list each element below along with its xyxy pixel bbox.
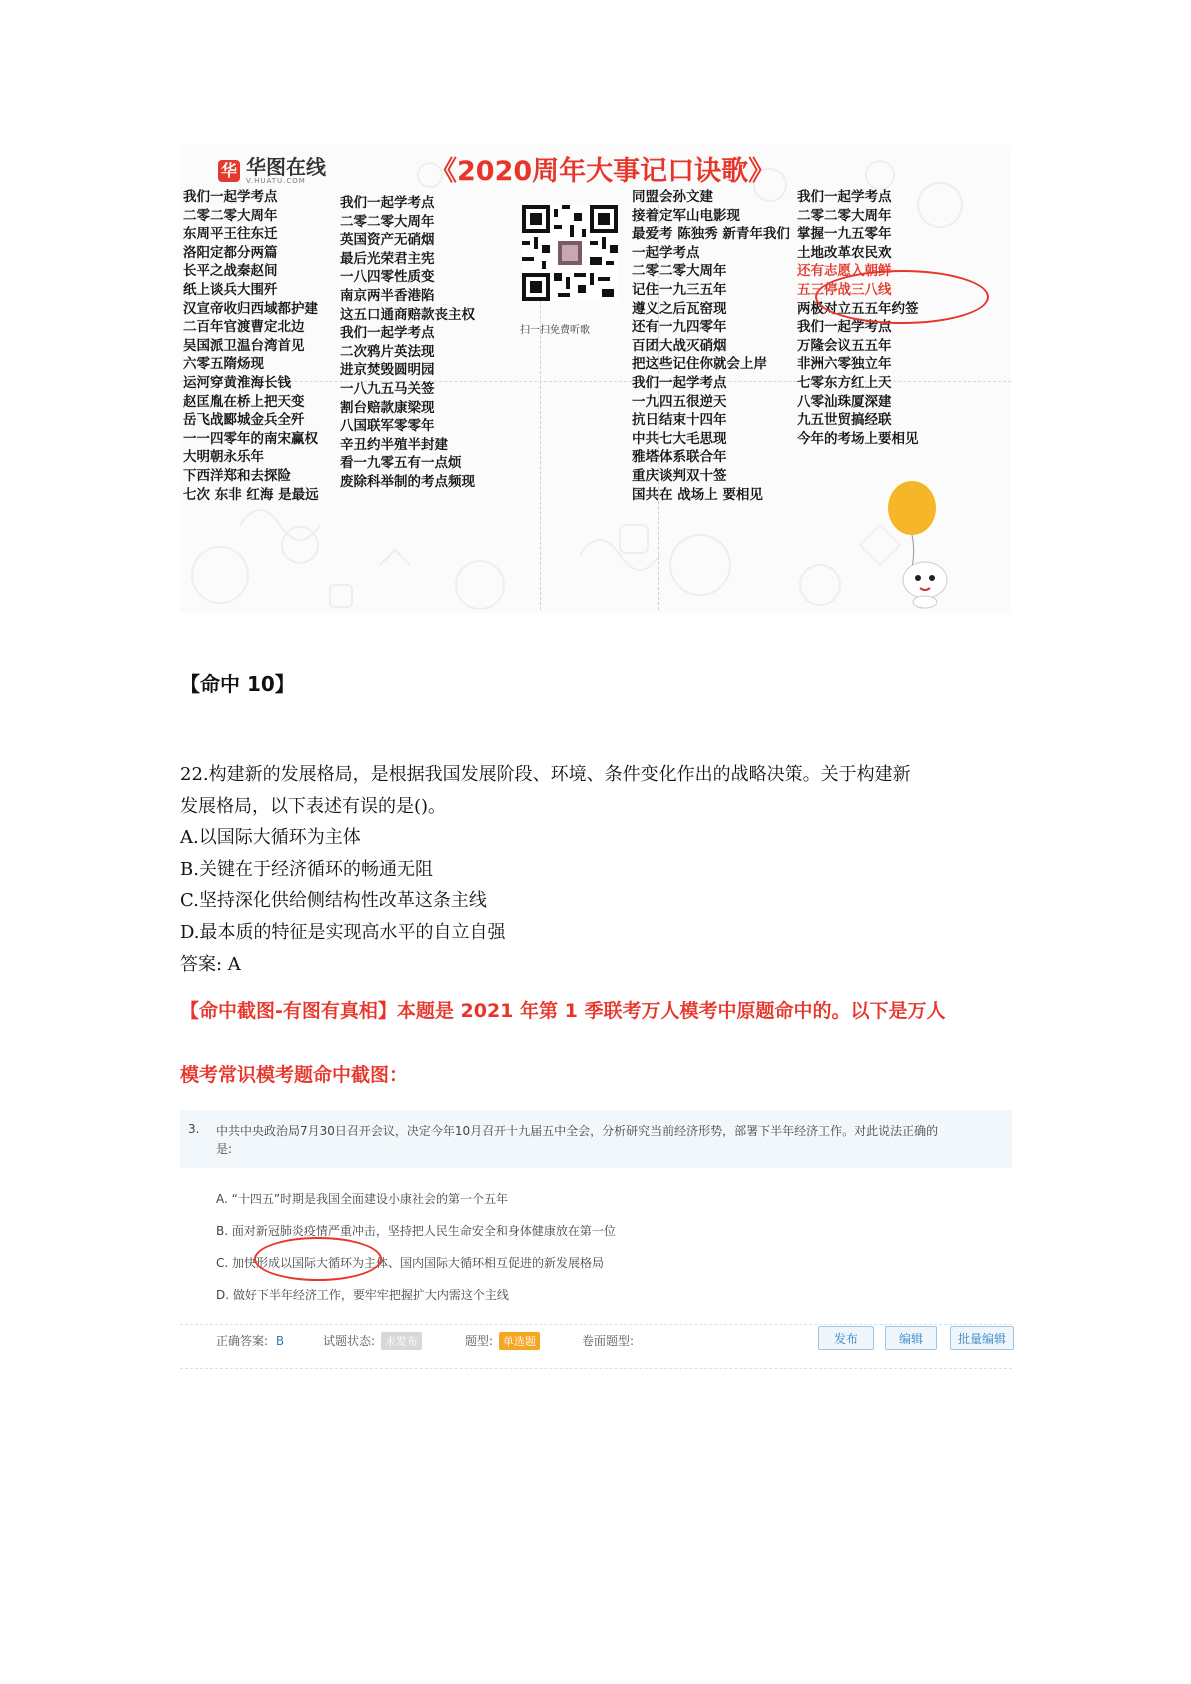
lyric-line: 八零汕珠厦深建 <box>797 393 892 410</box>
question-text-line-2: 是: <box>216 1142 233 1156</box>
batch-edit-button[interactable]: 批量编辑 <box>950 1326 1014 1350</box>
lyric-line: 我们一起学考点 <box>632 374 727 391</box>
lyric-line: 土地改革农民欢 <box>797 244 892 261</box>
lyric-line: 我们一起学考点 <box>340 325 435 342</box>
shot-option-b: B. 面对新冠肺炎疫情严重冲击，坚持把人民生命安全和身体健康放在第一位 <box>216 1224 616 1238</box>
lyric-line: 还有志愿入朝鲜 <box>797 263 892 280</box>
logo-text: 华图在线 <box>246 155 326 179</box>
lyric-line: 两极对立五五年约签 <box>797 300 919 317</box>
lyric-line: 这五口通商赔款丧主权 <box>340 306 475 323</box>
lyric-line: 一九四五很逆天 <box>632 393 727 410</box>
answer-text: 答案: A <box>180 954 241 975</box>
lyric-line: 废除科举制的考点频现 <box>340 473 475 490</box>
lyric-line: 辛丑约半殖半封建 <box>340 436 448 453</box>
lyric-line: 洛阳定都分两篇 <box>183 244 278 261</box>
lyric-line: 看一九零五有一点烦 <box>340 455 462 472</box>
lyric-line: 我们一起学考点 <box>183 189 278 205</box>
red-highlight-circle <box>815 270 989 324</box>
status-badge: 未发布 <box>381 1332 422 1350</box>
lyric-line: 二零二零大周年 <box>340 213 435 230</box>
lyric-line: 非洲六零独立年 <box>797 356 892 373</box>
question-number: 3. <box>188 1122 200 1136</box>
shot-option-c: C. 加快形成以国际大循环为主体、国内国际大循环相互促进的新发展格局 <box>216 1256 605 1270</box>
logo-sub: V.HUATU.COM <box>246 177 306 185</box>
lyric-line: 一一四零年的南宋赢权 <box>183 430 318 447</box>
lyric-line: 抗日结束十四年 <box>632 412 727 429</box>
poster-title: 《2020周年大事记口诀歌》 <box>430 156 776 187</box>
qr-caption: 扫一扫免费听歌 <box>520 325 590 336</box>
correct-answer-label: 正确答案: <box>216 1334 269 1348</box>
lyric-line: 接着定军山电影现 <box>632 207 740 224</box>
lyric-line: 纸上谈兵大围歼 <box>183 281 278 298</box>
hit-screenshot-title-line-1: 【命中截图-有图有真相】本题是 2021 年第 1 季联考万人模考中原题命中的。以下是万人 <box>180 1000 946 1022</box>
lyric-line: 二次鸦片英法现 <box>340 343 435 360</box>
lyric-line: 万隆会议五五年 <box>797 337 892 354</box>
lyric-line: 割台赔款康梁现 <box>340 399 435 416</box>
question-text-line-1: 中共中央政治局7月30日召开会议，决定今年10月召开十九届五中全会，分析研究当前经济形势，部署下半年经济工作。对此说法正确的 <box>216 1124 939 1138</box>
lyrics-column-1 <box>183 188 319 504</box>
lyric-line: 一八九五马关签 <box>340 380 435 397</box>
lyric-line: 五三停战三八线 <box>797 281 892 298</box>
lyric-line: 百团大战灭硝烟 <box>632 337 727 354</box>
correct-answer <box>216 1332 284 1349</box>
lyric-line: 国共在 战场上 要相见 <box>632 486 763 503</box>
lyric-line: 二零二零大周年 <box>797 207 892 224</box>
logo-mark-icon: 华 <box>218 160 240 182</box>
lyrics-column-2 <box>340 194 475 492</box>
option-a: A.以国际大循环为主体 <box>180 827 361 848</box>
lyric-line: 把这些记住你就会上岸 <box>632 356 767 373</box>
lyric-line: 最爱考 陈独秀 新青年我们 <box>632 226 790 243</box>
red-highlight-circle-2 <box>254 1237 382 1281</box>
lyric-line: 英国资产无硝烟 <box>340 232 435 249</box>
lyric-line: 吴国派卫温台湾首见 <box>183 337 305 354</box>
lyric-line: 二零二零大周年 <box>632 263 727 280</box>
lyric-line: 二百年官渡曹定北边 <box>183 319 305 336</box>
lyric-line: 我们一起学考点 <box>797 319 892 336</box>
hit-screenshot-title-line-2: 模考常识模考题命中截图： <box>180 1064 409 1086</box>
correct-answer-value: B <box>275 1334 285 1348</box>
lyric-line: 今年的考场上要相见 <box>797 430 919 447</box>
lyric-line: 中共七大毛思现 <box>632 430 727 447</box>
lyric-line: 八国联军零零年 <box>340 418 435 435</box>
type-badge: 单选题 <box>499 1332 540 1350</box>
shot-option-a: A. “十四五”时期是我国全面建设小康社会的第一个五年 <box>216 1192 509 1206</box>
lyric-line: 七次 东非 红海 是最远 <box>183 486 319 503</box>
lyric-line: 我们一起学考点 <box>797 189 892 205</box>
lyric-line: 遵义之后瓦窑现 <box>632 300 727 317</box>
lyric-line: 岳飞战郾城金兵全歼 <box>183 412 305 429</box>
lyric-line: 赵匡胤在桥上把天变 <box>183 393 305 410</box>
lyric-line: 南京两半香港陷 <box>340 287 435 304</box>
question-type <box>465 1332 540 1350</box>
option-b: B.关键在于经济循环的畅通无阻 <box>180 859 433 880</box>
mascot-balloon-icon <box>880 480 970 610</box>
lyric-line: 九五世贸搞经联 <box>797 412 892 429</box>
lyric-line: 雅塔体系联合年 <box>632 449 727 466</box>
lyric-line: 同盟会孙文建 <box>632 189 713 205</box>
lyric-line: 我们一起学考点 <box>340 195 435 211</box>
paper-type-label: 卷面题型: <box>582 1334 635 1348</box>
bottom-divider <box>180 1368 1012 1369</box>
lyric-line: 掌握一九五零年 <box>797 226 892 243</box>
lyric-line: 最后光荣君主宪 <box>340 250 435 267</box>
lyric-line: 长平之战秦赵间 <box>183 263 278 280</box>
question-stem-line-1: 22.构建新的发展格局，是根据我国发展阶段、环境、条件变化作出的战略决策。关于构建新 <box>180 764 911 785</box>
shot-option-d: D. 做好下半年经济工作，要牢牢把握扩大内需这个主线 <box>216 1288 509 1302</box>
question-status <box>323 1332 422 1350</box>
lyric-line: 汉宣帝收归西域都护建 <box>183 300 318 317</box>
huatu-logo <box>218 157 326 185</box>
question-header <box>180 1110 1012 1168</box>
lyric-line: 六零五隋炀现 <box>183 356 264 373</box>
question-stem-line-2: 发展格局，以下表述有误的是()。 <box>180 796 447 817</box>
lyric-line: 一八四零性质变 <box>340 269 435 286</box>
type-label: 题型: <box>465 1334 494 1348</box>
lyric-line: 七零东方红上天 <box>797 374 892 391</box>
lyric-line: 记住一九三五年 <box>632 281 727 298</box>
lyric-line: 重庆谈判双十签 <box>632 467 727 484</box>
lyric-line: 进京焚毁圆明园 <box>340 362 435 379</box>
option-c: C.坚持深化供给侧结构性改革这条主线 <box>180 890 487 911</box>
lyric-line: 大明朝永乐年 <box>183 449 264 466</box>
status-label: 试题状态: <box>323 1334 376 1348</box>
lyric-line: 运河穿黄淮海长钱 <box>183 374 291 391</box>
lyric-line: 下西洋郑和去探险 <box>183 467 291 484</box>
lyric-line: 二零二零大周年 <box>183 207 278 224</box>
lyric-line: 东周平王往东迁 <box>183 226 278 243</box>
lyrics-column-3 <box>632 188 790 504</box>
lyric-line: 还有一九四零年 <box>632 319 727 336</box>
option-d: D.最本质的特征是实现高水平的自立自强 <box>180 922 506 943</box>
lyric-line: 一起学考点 <box>632 244 700 261</box>
edit-button[interactable]: 编辑 <box>885 1326 937 1350</box>
poster-image <box>180 145 1011 613</box>
hit-tag: 【命中 10】 <box>180 672 295 696</box>
qr-code-icon <box>522 205 618 301</box>
publish-button[interactable]: 发布 <box>818 1326 874 1350</box>
